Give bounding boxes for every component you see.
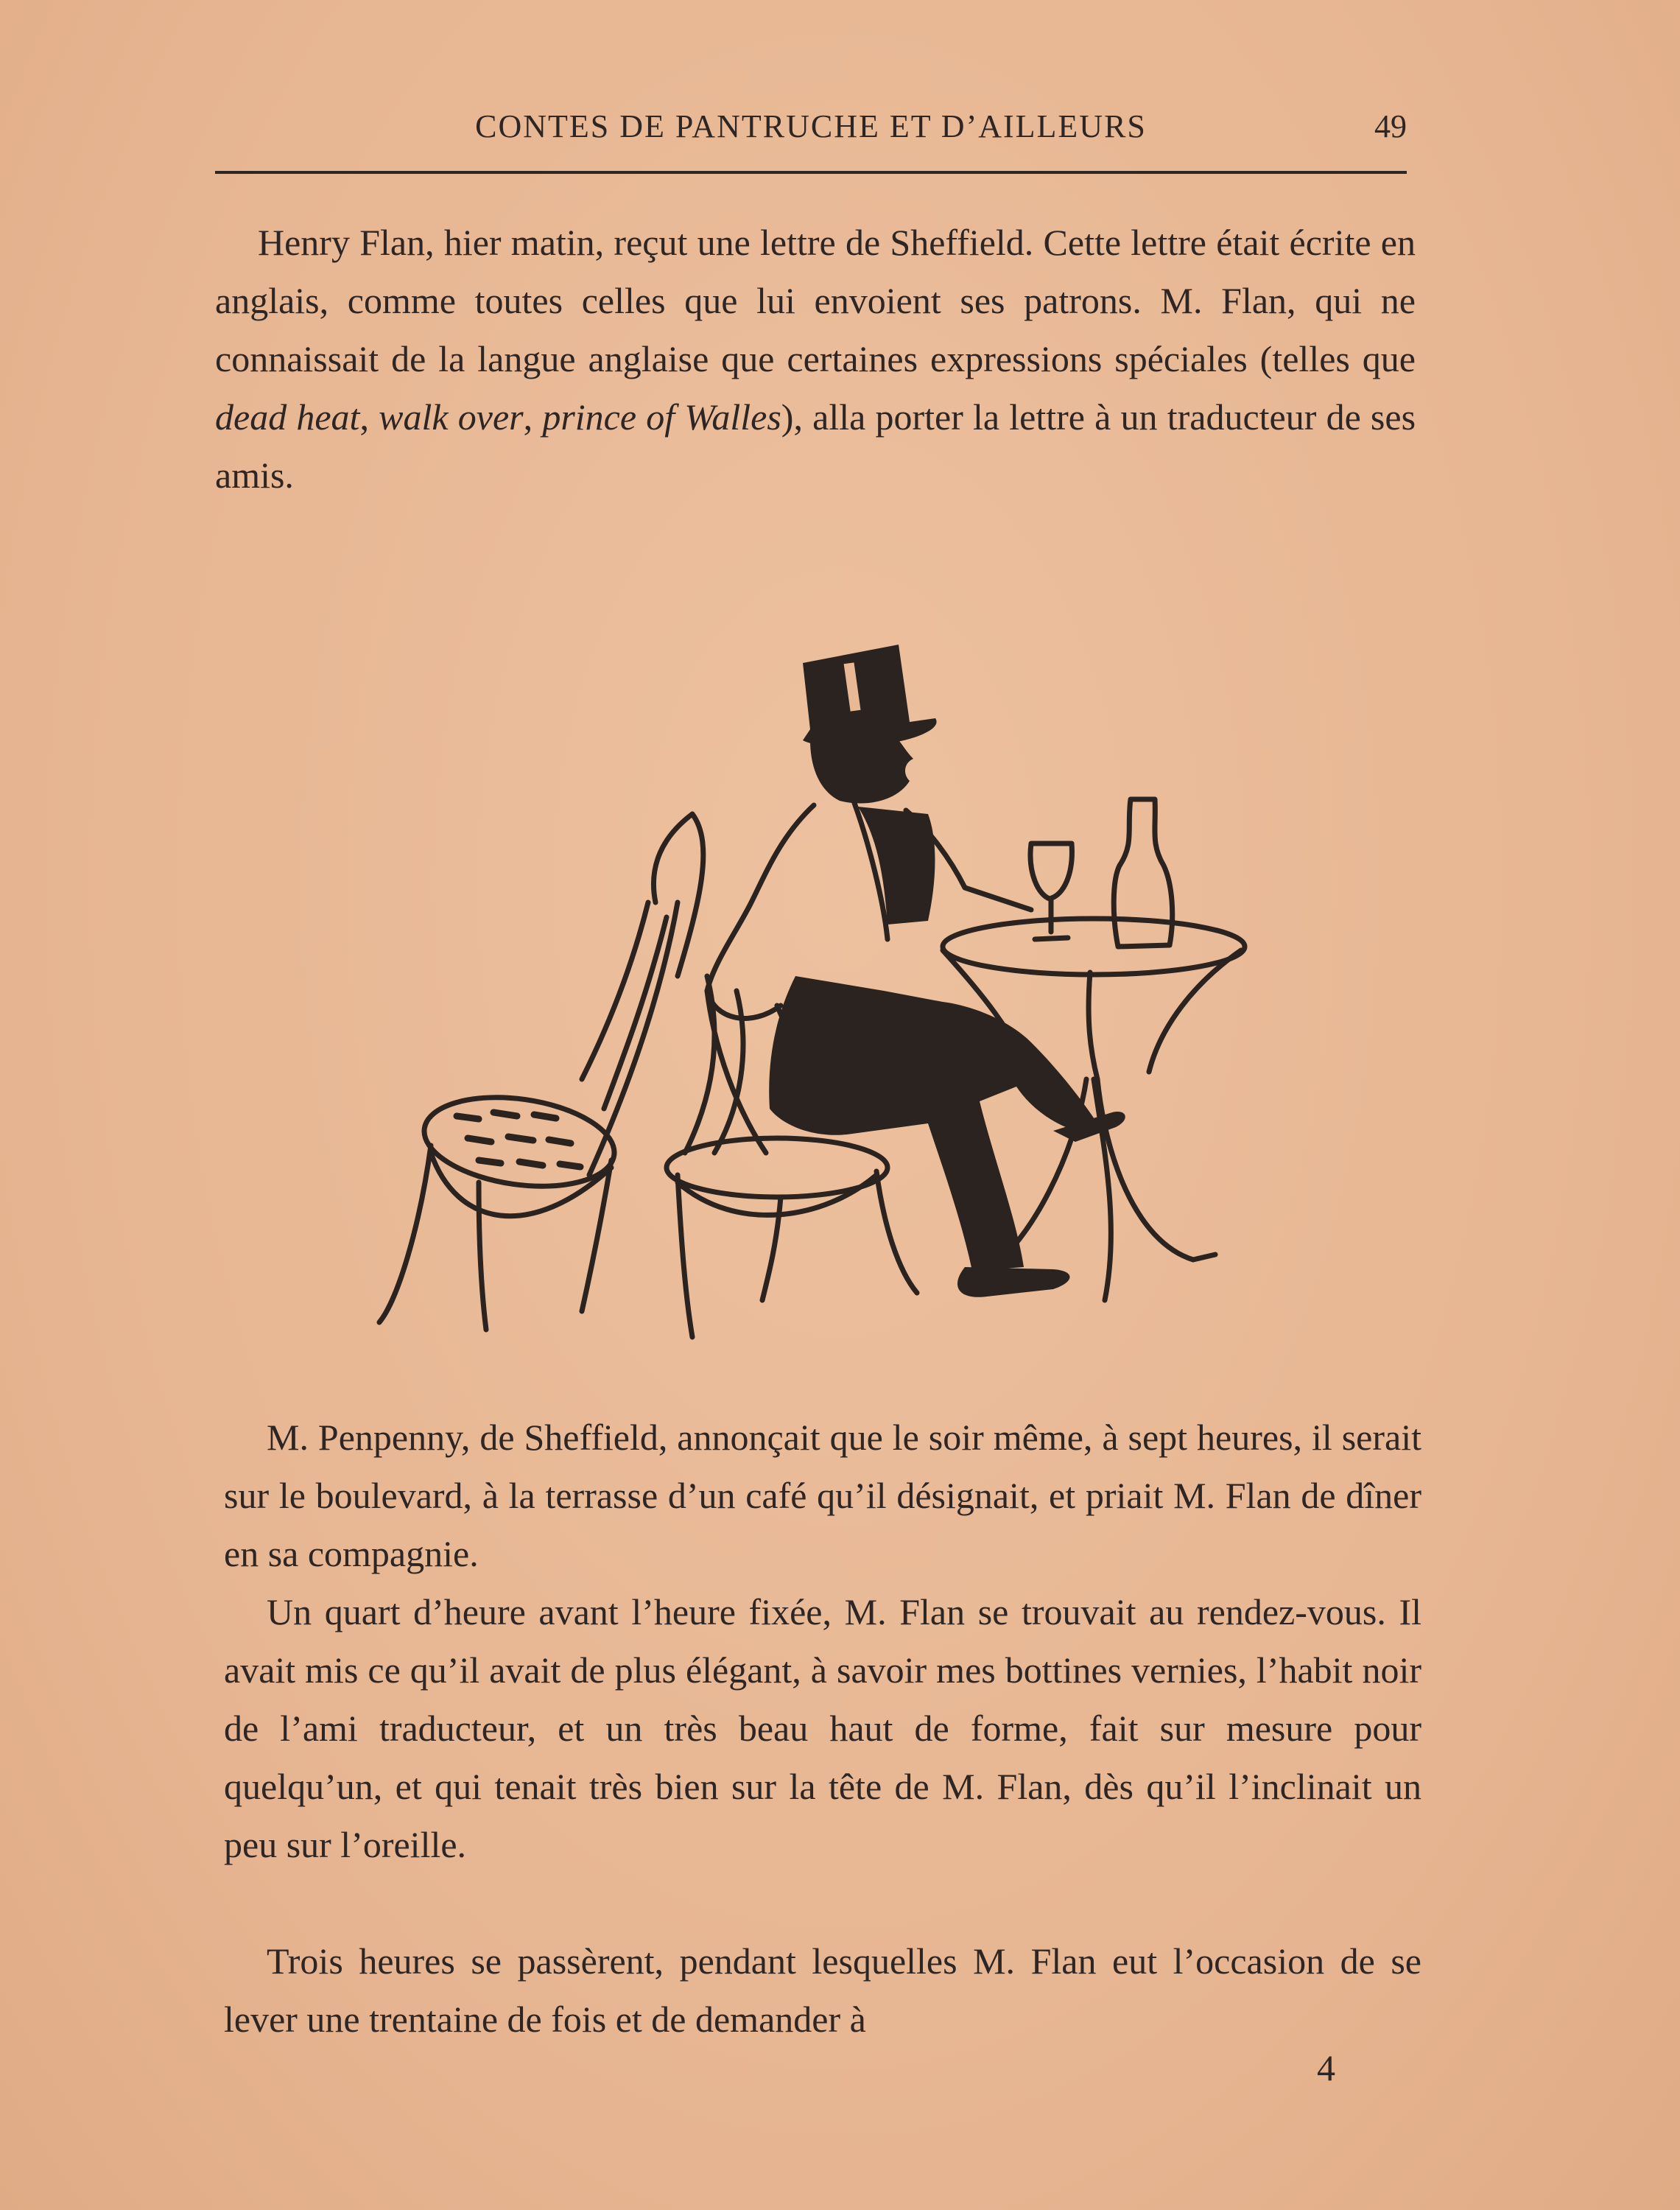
- paragraph-1: [215, 214, 1416, 505]
- paragraph-1-text-a: Henry Flan, hier matin, reçut une lettre de Sheffield. Cette lettre était écrite en anglais, comme toutes celles que lui envoient ses patrons. M. Flan, qui ne connaissait de la langue anglaise que certaines expressions spéciales (telles que: [215, 222, 1416, 379]
- paragraph-1-text-b: ), alla porter la lettre à un traducteur de ses amis.: [215, 396, 1416, 496]
- header-rule: [215, 171, 1407, 174]
- italic-dead-heat: dead heat: [215, 396, 360, 438]
- man-at-cafe-table-illustration: [368, 593, 1274, 1359]
- paragraph-3: Un quart d’heure avant l’heure fixée, M. Flan se trouvait au rendez-vous. Il avait mis ce qu’il avait de plus élégant, à savoir mes bottines vernies, l’habit noir de l’ami traducteur, et un très beau haut de forme, fait sur mesure pour quelqu’un, et qui tenait très bien sur la tête de M. Flan, dès qu’il l’inclinait un peu sur l’oreille.: [224, 1591, 1421, 1865]
- wine-glass-icon: [1030, 843, 1072, 939]
- running-head: [215, 105, 1407, 153]
- paragraph-1-sep-1: ,: [359, 396, 379, 438]
- bottle-icon: [1114, 799, 1172, 947]
- running-title: CONTES DE PANTRUCHE ET D’AILLEURS: [475, 108, 1147, 144]
- empty-chair-seat: [418, 1086, 620, 1197]
- signature-mark: 4: [1317, 2047, 1335, 2088]
- paragraph-4: Trois heures se passèrent, pendant lesquelles M. Flan eut l’occasion de se lever une trentaine de fois et de demander à: [224, 1940, 1421, 2040]
- page-number: 49: [1374, 108, 1407, 144]
- cafe-table-top: [943, 919, 1245, 975]
- man-waistcoat: [858, 807, 935, 925]
- paragraph-1-sep-2: ,: [523, 396, 543, 438]
- paragraph-2: M. Penpenny, de Sheffield, annonçait que le soir même, à sept heures, il serait sur le boulevard, à la terrasse d’un café qu’il désignait, et priait M. Flan de dîner en sa compagnie.: [224, 1417, 1421, 1574]
- man-shoe-front: [957, 1267, 1070, 1297]
- italic-prince-of-walles: prince of Walles: [542, 396, 781, 438]
- top-hat-icon: [803, 645, 937, 747]
- italic-walk-over: walk over: [379, 396, 524, 438]
- man-head: [810, 740, 913, 804]
- man-trousers: [769, 976, 1097, 1271]
